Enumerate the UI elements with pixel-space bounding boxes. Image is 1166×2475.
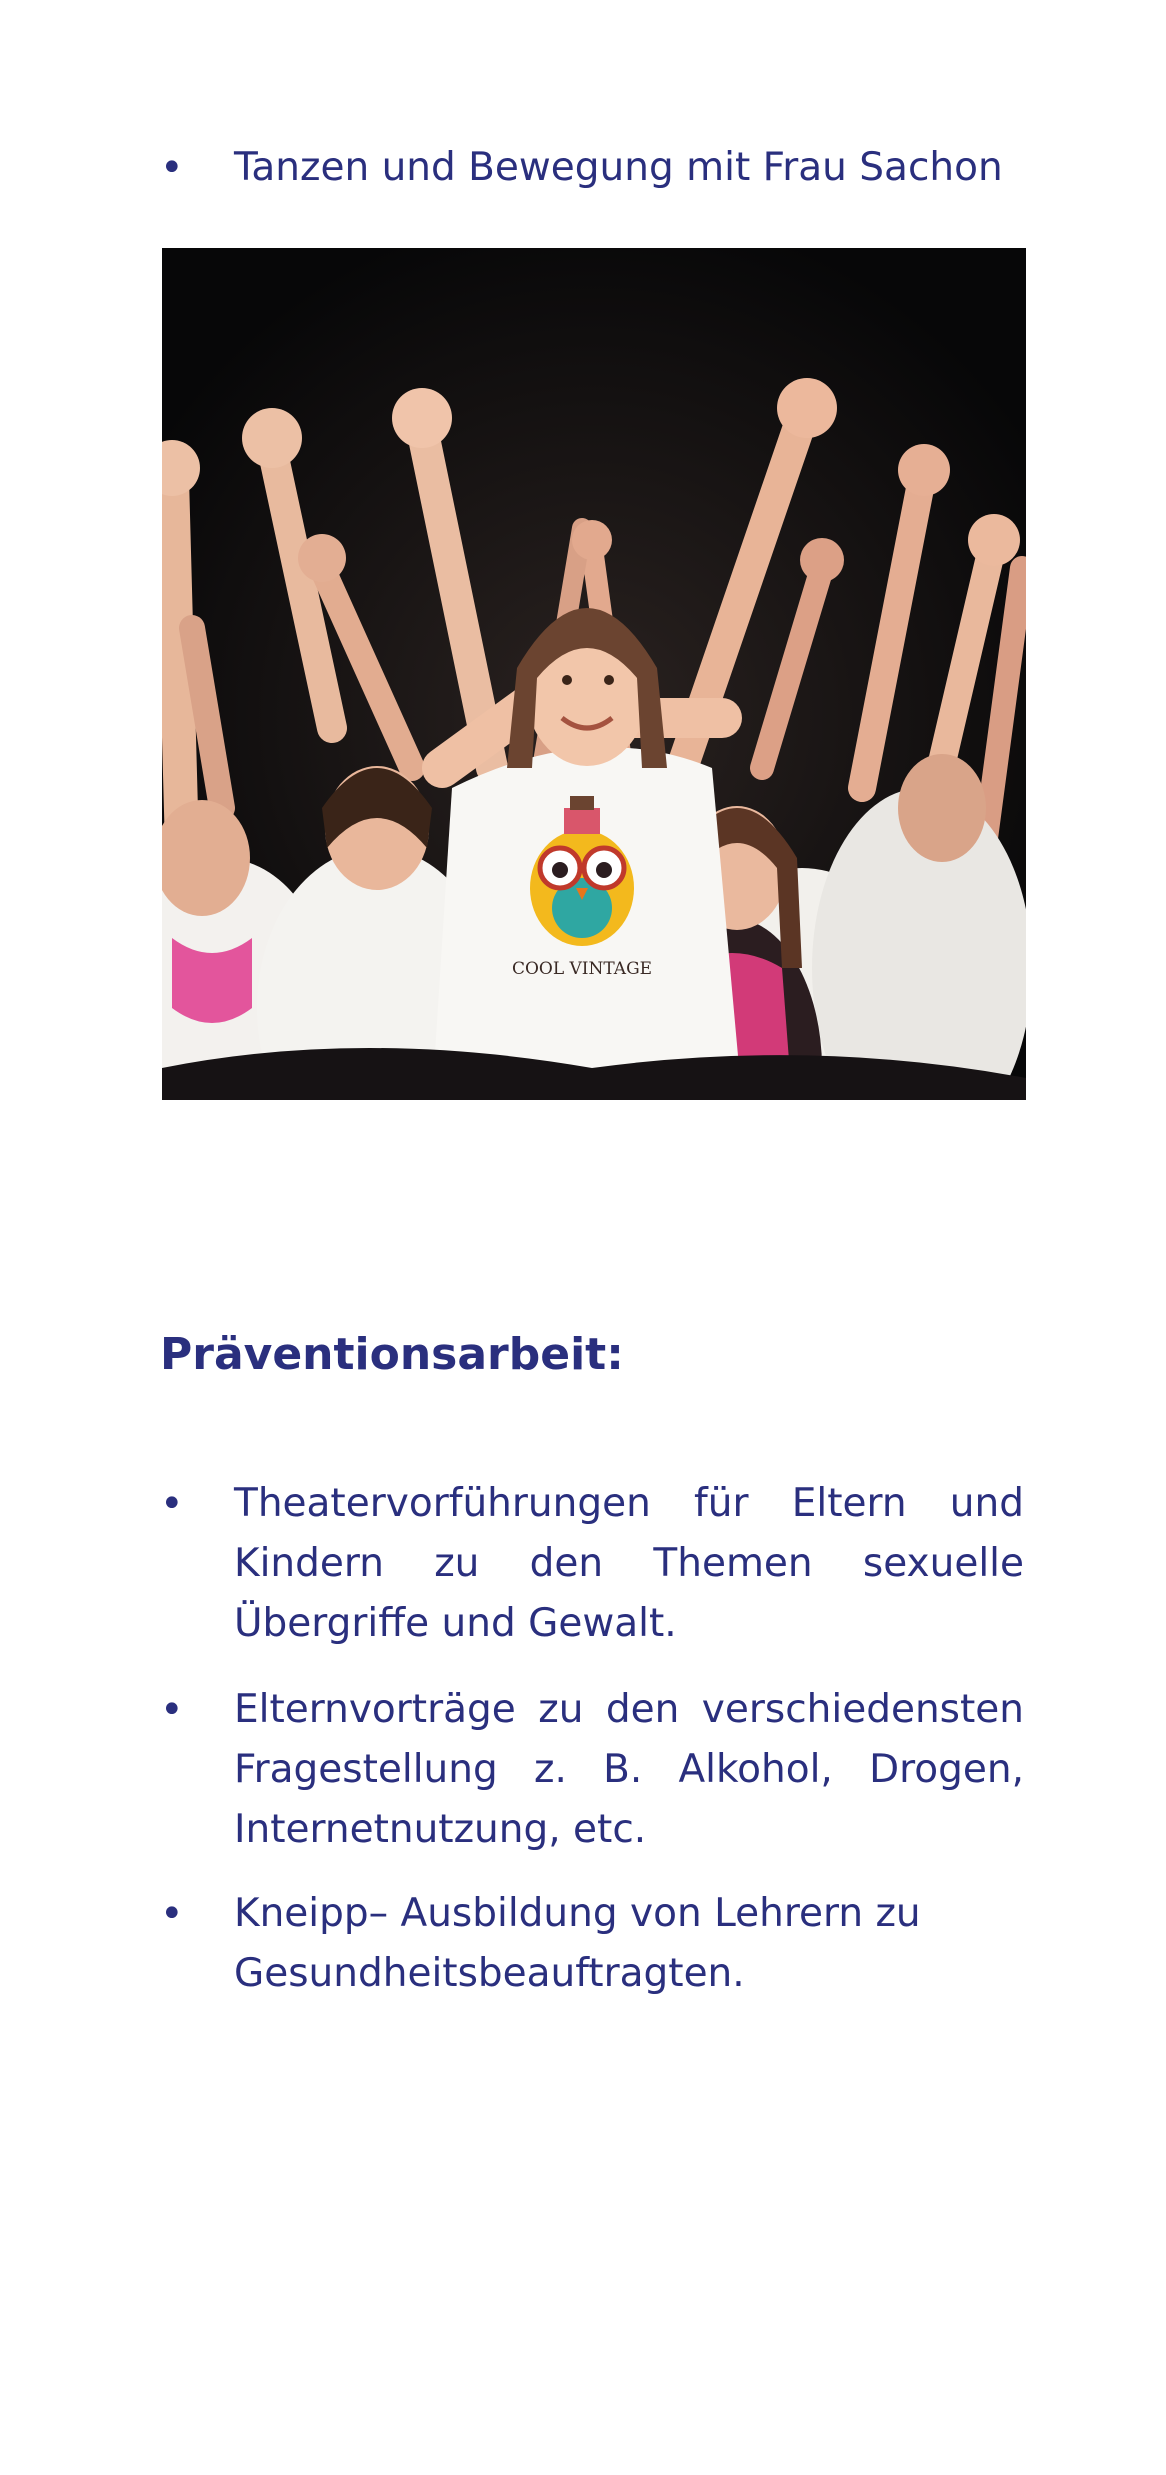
list-item	[160, 138, 1060, 198]
list-item	[160, 1474, 1024, 1654]
dancing-children-photo	[162, 248, 1026, 1100]
bullet-icon: •	[160, 1687, 184, 1733]
list-item-text: Tanzen und Bewegung mit Frau Sachon	[234, 145, 1003, 190]
shirt-text: COOL VINTAGE	[511, 959, 653, 979]
list-item-text: Kneipp– Ausbildung von Lehrern zu Gesundheitsbeauftragten.	[234, 1891, 921, 1996]
list-item	[160, 1884, 1024, 2004]
bullet-icon: •	[160, 1891, 184, 1937]
bullet-icon: •	[160, 145, 184, 191]
list-item-text: Theatervorführungen für Eltern und Kindern zu den Themen sexuelle Übergriffe und Gewalt.	[234, 1481, 1024, 1646]
list-item-text: Elternvorträge zu den verschiedensten Fragestellung z. B. Alkohol, Drogen, Internetnutzung, etc.	[234, 1687, 1024, 1852]
section-title: Präventionsarbeit:	[160, 1329, 624, 1380]
list-item	[160, 1680, 1024, 1860]
bullet-icon: •	[160, 1481, 184, 1527]
